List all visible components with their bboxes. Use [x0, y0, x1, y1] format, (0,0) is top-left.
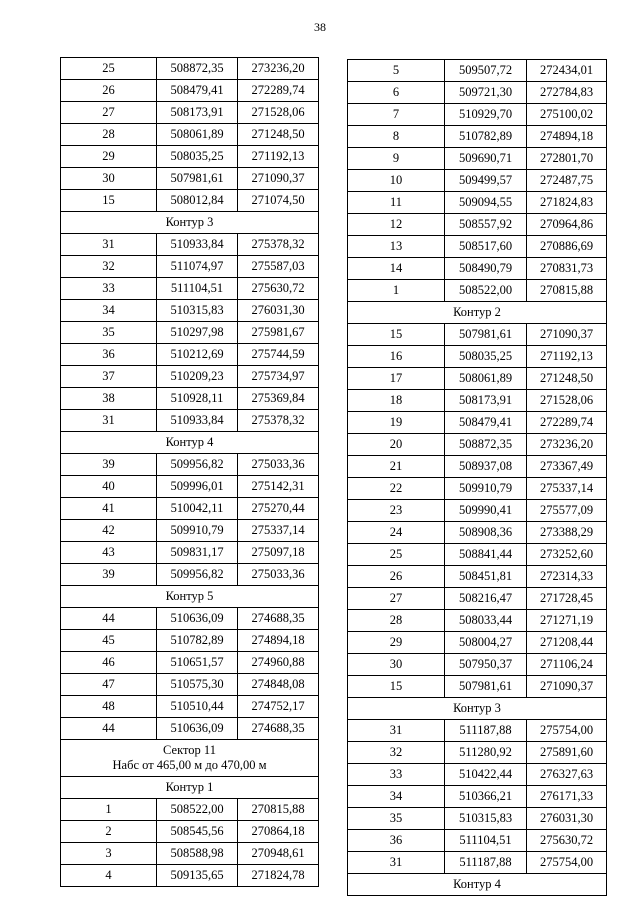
coordinate-row — [61, 388, 319, 410]
x-coordinate-cell: 508451,81 — [445, 566, 527, 588]
y-coordinate-cell: 275100,02 — [527, 104, 607, 126]
x-coordinate-cell: 510651,57 — [157, 652, 238, 674]
point-number-cell: 34 — [61, 300, 157, 322]
point-number-cell: 15 — [348, 676, 445, 698]
point-number-cell: 40 — [61, 476, 157, 498]
sector-header — [61, 740, 319, 777]
x-coordinate-cell: 507981,61 — [445, 324, 527, 346]
point-number-cell: 27 — [348, 588, 445, 610]
coordinate-row — [61, 630, 319, 652]
contour-header: Контур 1 — [61, 777, 319, 799]
y-coordinate-cell: 270815,88 — [527, 280, 607, 302]
x-coordinate-cell: 511104,51 — [157, 278, 238, 300]
coordinate-row — [61, 80, 319, 102]
y-coordinate-cell: 275754,00 — [527, 852, 607, 874]
x-coordinate-cell: 508173,91 — [157, 102, 238, 124]
coordinate-row — [348, 368, 607, 390]
point-number-cell: 44 — [61, 718, 157, 740]
y-coordinate-cell: 270948,61 — [238, 843, 319, 865]
y-coordinate-cell: 273367,49 — [527, 456, 607, 478]
contour-header: Контур 3 — [61, 212, 319, 234]
coordinate-row — [348, 324, 607, 346]
x-coordinate-cell: 510575,30 — [157, 674, 238, 696]
y-coordinate-cell: 275630,72 — [527, 830, 607, 852]
point-number-cell: 33 — [61, 278, 157, 300]
point-number-cell: 3 — [61, 843, 157, 865]
coordinate-row — [348, 830, 607, 852]
point-number-cell: 46 — [61, 652, 157, 674]
y-coordinate-cell: 276327,63 — [527, 764, 607, 786]
point-number-cell: 22 — [348, 478, 445, 500]
x-coordinate-cell: 508545,56 — [157, 821, 238, 843]
point-number-cell: 28 — [61, 124, 157, 146]
coordinate-row — [61, 821, 319, 843]
y-coordinate-cell: 275270,44 — [238, 498, 319, 520]
point-number-cell: 33 — [348, 764, 445, 786]
coordinate-row — [61, 498, 319, 520]
coordinate-row — [61, 322, 319, 344]
x-coordinate-cell: 510315,83 — [445, 808, 527, 830]
x-coordinate-cell: 510929,70 — [445, 104, 527, 126]
y-coordinate-cell: 271248,50 — [238, 124, 319, 146]
point-number-cell: 1 — [348, 280, 445, 302]
x-coordinate-cell: 508522,00 — [445, 280, 527, 302]
y-coordinate-cell: 276031,30 — [527, 808, 607, 830]
point-number-cell: 41 — [61, 498, 157, 520]
point-number-cell: 11 — [348, 192, 445, 214]
point-number-cell: 30 — [61, 168, 157, 190]
point-number-cell: 38 — [61, 388, 157, 410]
y-coordinate-cell: 274848,08 — [238, 674, 319, 696]
point-number-cell: 31 — [61, 410, 157, 432]
y-coordinate-cell: 271090,37 — [527, 324, 607, 346]
y-coordinate-cell: 271728,45 — [527, 588, 607, 610]
coordinate-row — [61, 344, 319, 366]
coordinate-row — [348, 434, 607, 456]
coordinate-row — [61, 410, 319, 432]
y-coordinate-cell: 275754,00 — [527, 720, 607, 742]
x-coordinate-cell: 509831,17 — [157, 542, 238, 564]
y-coordinate-cell: 275337,14 — [527, 478, 607, 500]
point-number-cell: 24 — [348, 522, 445, 544]
contour-header: Контур 4 — [348, 874, 607, 896]
coordinate-row — [348, 170, 607, 192]
point-number-cell: 26 — [61, 80, 157, 102]
contour-header-row — [61, 212, 319, 234]
y-coordinate-cell: 274894,18 — [238, 630, 319, 652]
coordinate-row — [348, 60, 607, 82]
coordinate-row — [348, 280, 607, 302]
point-number-cell: 29 — [61, 146, 157, 168]
point-number-cell: 43 — [61, 542, 157, 564]
coordinate-row — [348, 808, 607, 830]
x-coordinate-cell: 510782,89 — [157, 630, 238, 652]
coordinate-row — [61, 366, 319, 388]
y-coordinate-cell: 276171,33 — [527, 786, 607, 808]
x-coordinate-cell: 508216,47 — [445, 588, 527, 610]
coordinate-row — [348, 478, 607, 500]
coordinate-row — [61, 234, 319, 256]
y-coordinate-cell: 275337,14 — [238, 520, 319, 542]
y-coordinate-cell: 273388,29 — [527, 522, 607, 544]
x-coordinate-cell: 507950,37 — [445, 654, 527, 676]
point-number-cell: 14 — [348, 258, 445, 280]
x-coordinate-cell: 508035,25 — [157, 146, 238, 168]
x-coordinate-cell: 509499,57 — [445, 170, 527, 192]
y-coordinate-cell: 275097,18 — [238, 542, 319, 564]
y-coordinate-cell: 272289,74 — [238, 80, 319, 102]
point-number-cell: 42 — [61, 520, 157, 542]
x-coordinate-cell: 509910,79 — [445, 478, 527, 500]
y-coordinate-cell: 275734,97 — [238, 366, 319, 388]
coordinate-row — [61, 300, 319, 322]
x-coordinate-cell: 508035,25 — [445, 346, 527, 368]
y-coordinate-cell: 274688,35 — [238, 718, 319, 740]
y-coordinate-cell: 271271,19 — [527, 610, 607, 632]
point-number-cell: 35 — [348, 808, 445, 830]
point-number-cell: 19 — [348, 412, 445, 434]
coordinate-row — [348, 852, 607, 874]
y-coordinate-cell: 270815,88 — [238, 799, 319, 821]
x-coordinate-cell: 508937,08 — [445, 456, 527, 478]
y-coordinate-cell: 272289,74 — [527, 412, 607, 434]
y-coordinate-cell: 270864,18 — [238, 821, 319, 843]
y-coordinate-cell: 275577,09 — [527, 500, 607, 522]
x-coordinate-cell: 508012,84 — [157, 190, 238, 212]
x-coordinate-cell: 509135,65 — [157, 865, 238, 887]
x-coordinate-cell: 510782,89 — [445, 126, 527, 148]
point-number-cell: 5 — [348, 60, 445, 82]
coordinate-row — [61, 564, 319, 586]
y-coordinate-cell: 270964,86 — [527, 214, 607, 236]
coordinate-row — [348, 632, 607, 654]
x-coordinate-cell: 508061,89 — [445, 368, 527, 390]
y-coordinate-cell: 273236,20 — [238, 58, 319, 80]
coordinate-row — [348, 742, 607, 764]
y-coordinate-cell: 275378,32 — [238, 410, 319, 432]
point-number-cell: 44 — [61, 608, 157, 630]
x-coordinate-cell: 510510,44 — [157, 696, 238, 718]
point-number-cell: 36 — [61, 344, 157, 366]
x-coordinate-cell: 508908,36 — [445, 522, 527, 544]
point-number-cell: 10 — [348, 170, 445, 192]
y-coordinate-cell: 271528,06 — [238, 102, 319, 124]
y-coordinate-cell: 271106,24 — [527, 654, 607, 676]
point-number-cell: 26 — [348, 566, 445, 588]
point-number-cell: 31 — [348, 720, 445, 742]
coordinate-row — [61, 520, 319, 542]
contour-header-row — [61, 586, 319, 608]
x-coordinate-cell: 509721,30 — [445, 82, 527, 104]
coordinate-row — [348, 412, 607, 434]
x-coordinate-cell: 507981,61 — [157, 168, 238, 190]
x-coordinate-cell: 510209,23 — [157, 366, 238, 388]
y-coordinate-cell: 271192,13 — [238, 146, 319, 168]
point-number-cell: 35 — [61, 322, 157, 344]
point-number-cell: 2 — [61, 821, 157, 843]
x-coordinate-cell: 508004,27 — [445, 632, 527, 654]
y-coordinate-cell: 273236,20 — [527, 434, 607, 456]
contour-header-row — [348, 698, 607, 720]
coordinate-row — [348, 610, 607, 632]
x-coordinate-cell: 508588,98 — [157, 843, 238, 865]
x-coordinate-cell: 510928,11 — [157, 388, 238, 410]
point-number-cell: 25 — [61, 58, 157, 80]
x-coordinate-cell: 510366,21 — [445, 786, 527, 808]
y-coordinate-cell: 271528,06 — [527, 390, 607, 412]
y-coordinate-cell: 271090,37 — [238, 168, 319, 190]
y-coordinate-cell: 274960,88 — [238, 652, 319, 674]
point-number-cell: 20 — [348, 434, 445, 456]
x-coordinate-cell: 509990,41 — [445, 500, 527, 522]
coordinate-row — [348, 676, 607, 698]
y-coordinate-cell: 275378,32 — [238, 234, 319, 256]
coordinate-row — [348, 126, 607, 148]
point-number-cell: 17 — [348, 368, 445, 390]
y-coordinate-cell: 275744,59 — [238, 344, 319, 366]
point-number-cell: 39 — [61, 564, 157, 586]
coordinate-row — [348, 456, 607, 478]
coordinates-table-left — [60, 57, 319, 887]
y-coordinate-cell: 271074,50 — [238, 190, 319, 212]
point-number-cell: 39 — [61, 454, 157, 476]
point-number-cell: 16 — [348, 346, 445, 368]
coordinates-table-right — [347, 59, 607, 896]
point-number-cell: 9 — [348, 148, 445, 170]
x-coordinate-cell: 508490,79 — [445, 258, 527, 280]
coordinate-row — [348, 522, 607, 544]
contour-header-row — [348, 302, 607, 324]
x-coordinate-cell: 510636,09 — [157, 608, 238, 630]
coordinate-row — [348, 258, 607, 280]
point-number-cell: 15 — [61, 190, 157, 212]
coordinate-row — [61, 608, 319, 630]
x-coordinate-cell: 510212,69 — [157, 344, 238, 366]
sector-title: Сектор 11 — [163, 743, 216, 757]
point-number-cell: 8 — [348, 126, 445, 148]
page-number: 38 — [314, 20, 326, 34]
x-coordinate-cell: 510933,84 — [157, 410, 238, 432]
x-coordinate-cell: 510422,44 — [445, 764, 527, 786]
contour-header: Контур 3 — [348, 698, 607, 720]
contour-header: Контур 4 — [61, 432, 319, 454]
coordinate-row — [61, 799, 319, 821]
point-number-cell: 12 — [348, 214, 445, 236]
contour-header-row — [348, 874, 607, 896]
coordinate-row — [348, 148, 607, 170]
contour-header-row — [61, 777, 319, 799]
x-coordinate-cell: 509690,71 — [445, 148, 527, 170]
y-coordinate-cell: 271208,44 — [527, 632, 607, 654]
y-coordinate-cell: 272434,01 — [527, 60, 607, 82]
y-coordinate-cell: 275142,31 — [238, 476, 319, 498]
y-coordinate-cell: 274752,17 — [238, 696, 319, 718]
y-coordinate-cell: 275891,60 — [527, 742, 607, 764]
x-coordinate-cell: 508033,44 — [445, 610, 527, 632]
coordinate-row — [348, 346, 607, 368]
point-number-cell: 27 — [61, 102, 157, 124]
point-number-cell: 36 — [348, 830, 445, 852]
y-coordinate-cell: 273252,60 — [527, 544, 607, 566]
x-coordinate-cell: 510636,09 — [157, 718, 238, 740]
coordinate-row — [61, 696, 319, 718]
x-coordinate-cell: 509996,01 — [157, 476, 238, 498]
coordinate-row — [61, 865, 319, 887]
point-number-cell: 6 — [348, 82, 445, 104]
y-coordinate-cell: 272784,83 — [527, 82, 607, 104]
coordinate-row — [61, 190, 319, 212]
x-coordinate-cell: 511280,92 — [445, 742, 527, 764]
y-coordinate-cell: 275033,36 — [238, 454, 319, 476]
y-coordinate-cell: 270831,73 — [527, 258, 607, 280]
point-number-cell: 7 — [348, 104, 445, 126]
coordinate-row — [348, 720, 607, 742]
coordinate-row — [348, 236, 607, 258]
sector-header-row — [61, 740, 319, 777]
x-coordinate-cell: 509956,82 — [157, 454, 238, 476]
point-number-cell: 31 — [348, 852, 445, 874]
x-coordinate-cell: 510315,83 — [157, 300, 238, 322]
coordinate-row — [61, 843, 319, 865]
x-coordinate-cell: 508872,35 — [157, 58, 238, 80]
x-coordinate-cell: 510297,98 — [157, 322, 238, 344]
coordinate-row — [61, 652, 319, 674]
coordinate-row — [348, 214, 607, 236]
y-coordinate-cell: 275369,84 — [238, 388, 319, 410]
point-number-cell: 48 — [61, 696, 157, 718]
x-coordinate-cell: 510042,11 — [157, 498, 238, 520]
x-coordinate-cell: 508479,41 — [157, 80, 238, 102]
coordinate-row — [61, 124, 319, 146]
x-coordinate-cell: 511104,51 — [445, 830, 527, 852]
x-coordinate-cell: 509094,55 — [445, 192, 527, 214]
point-number-cell: 29 — [348, 632, 445, 654]
coordinate-row — [348, 786, 607, 808]
point-number-cell: 15 — [348, 324, 445, 346]
point-number-cell: 23 — [348, 500, 445, 522]
coordinate-row — [348, 544, 607, 566]
x-coordinate-cell: 508479,41 — [445, 412, 527, 434]
y-coordinate-cell: 271824,78 — [238, 865, 319, 887]
point-number-cell: 37 — [61, 366, 157, 388]
point-number-cell: 1 — [61, 799, 157, 821]
y-coordinate-cell: 272487,75 — [527, 170, 607, 192]
point-number-cell: 4 — [61, 865, 157, 887]
coordinate-row — [348, 588, 607, 610]
coordinate-row — [61, 454, 319, 476]
coordinate-row — [61, 542, 319, 564]
x-coordinate-cell: 511187,88 — [445, 852, 527, 874]
coordinate-row — [348, 104, 607, 126]
x-coordinate-cell: 508841,44 — [445, 544, 527, 566]
point-number-cell: 21 — [348, 456, 445, 478]
coordinate-row — [348, 654, 607, 676]
point-number-cell: 13 — [348, 236, 445, 258]
contour-header: Контур 5 — [61, 586, 319, 608]
x-coordinate-cell: 511074,97 — [157, 256, 238, 278]
x-coordinate-cell: 511187,88 — [445, 720, 527, 742]
coordinate-row — [61, 102, 319, 124]
y-coordinate-cell: 271248,50 — [527, 368, 607, 390]
point-number-cell: 18 — [348, 390, 445, 412]
x-coordinate-cell: 509956,82 — [157, 564, 238, 586]
y-coordinate-cell: 275033,36 — [238, 564, 319, 586]
y-coordinate-cell: 275587,03 — [238, 256, 319, 278]
x-coordinate-cell: 508517,60 — [445, 236, 527, 258]
coordinate-row — [348, 192, 607, 214]
coordinate-row — [348, 500, 607, 522]
y-coordinate-cell: 271192,13 — [527, 346, 607, 368]
coordinate-row — [348, 566, 607, 588]
y-coordinate-cell: 274688,35 — [238, 608, 319, 630]
y-coordinate-cell: 272314,33 — [527, 566, 607, 588]
x-coordinate-cell: 508522,00 — [157, 799, 238, 821]
x-coordinate-cell: 509910,79 — [157, 520, 238, 542]
point-number-cell: 25 — [348, 544, 445, 566]
coordinate-row — [61, 146, 319, 168]
contour-header: Контур 2 — [348, 302, 607, 324]
coordinate-row — [61, 278, 319, 300]
point-number-cell: 32 — [61, 256, 157, 278]
coordinate-row — [61, 718, 319, 740]
x-coordinate-cell: 508173,91 — [445, 390, 527, 412]
x-coordinate-cell: 510933,84 — [157, 234, 238, 256]
contour-header-row — [61, 432, 319, 454]
point-number-cell: 45 — [61, 630, 157, 652]
y-coordinate-cell: 271824,83 — [527, 192, 607, 214]
coordinate-row — [61, 256, 319, 278]
y-coordinate-cell: 276031,30 — [238, 300, 319, 322]
coordinate-row — [61, 58, 319, 80]
point-number-cell: 34 — [348, 786, 445, 808]
x-coordinate-cell: 507981,61 — [445, 676, 527, 698]
y-coordinate-cell: 275981,67 — [238, 322, 319, 344]
coordinate-row — [61, 476, 319, 498]
coordinate-row — [348, 82, 607, 104]
point-number-cell: 47 — [61, 674, 157, 696]
x-coordinate-cell: 508061,89 — [157, 124, 238, 146]
x-coordinate-cell: 508557,92 — [445, 214, 527, 236]
coordinate-row — [61, 168, 319, 190]
point-number-cell: 31 — [61, 234, 157, 256]
coordinate-row — [348, 390, 607, 412]
coordinate-row — [348, 764, 607, 786]
y-coordinate-cell: 272801,70 — [527, 148, 607, 170]
point-number-cell: 30 — [348, 654, 445, 676]
y-coordinate-cell: 274894,18 — [527, 126, 607, 148]
y-coordinate-cell: 271090,37 — [527, 676, 607, 698]
sector-height-range: Набс от 465,00 м до 470,00 м — [112, 758, 267, 772]
coordinate-row — [61, 674, 319, 696]
point-number-cell: 28 — [348, 610, 445, 632]
x-coordinate-cell: 508872,35 — [445, 434, 527, 456]
y-coordinate-cell: 275630,72 — [238, 278, 319, 300]
x-coordinate-cell: 509507,72 — [445, 60, 527, 82]
point-number-cell: 32 — [348, 742, 445, 764]
y-coordinate-cell: 270886,69 — [527, 236, 607, 258]
